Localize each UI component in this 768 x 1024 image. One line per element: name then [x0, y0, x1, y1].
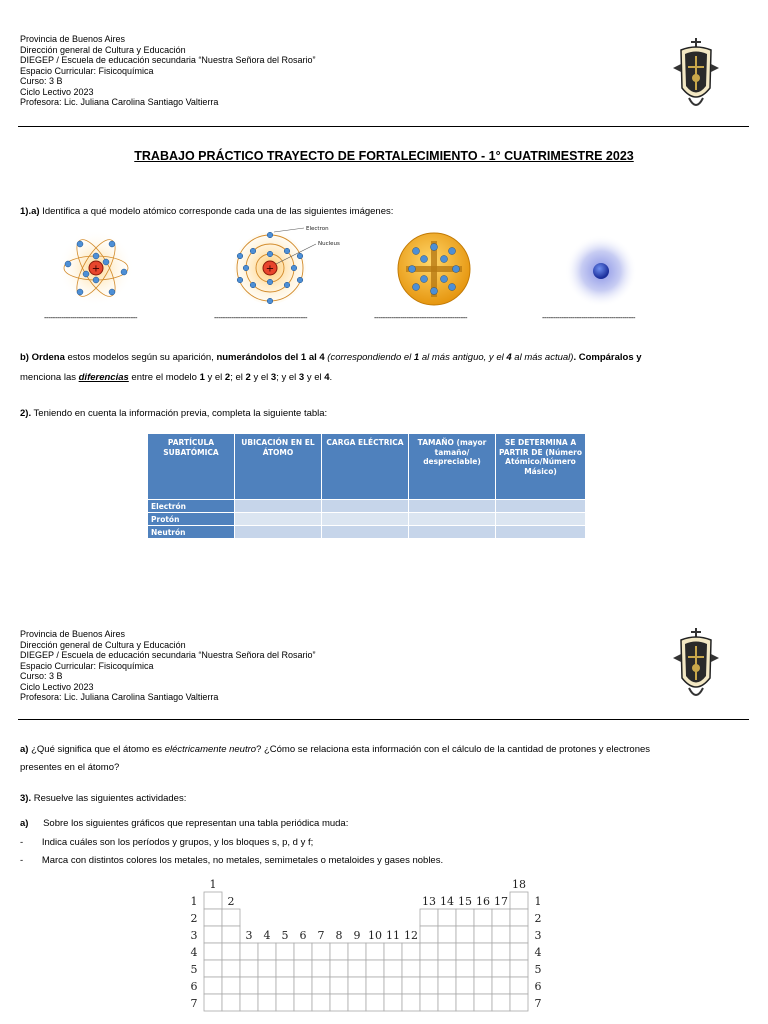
element-cell[interactable]: [438, 926, 456, 943]
group-label: 9: [353, 929, 361, 942]
bullet-text: Indica cuáles son los períodos y grupos, y los bloques s, p, d y f;: [41, 837, 314, 848]
table-cell[interactable]: [496, 526, 586, 539]
question-1b-line2: [20, 372, 332, 383]
question-2: [20, 408, 327, 419]
bullet-item: [20, 855, 443, 866]
question-2a-line1: [20, 744, 748, 755]
group-label: 1: [209, 878, 217, 891]
question-text: Teniendo en cuenta la información previa, completa la siguiente tabla:: [31, 408, 328, 419]
question-1a: [20, 206, 393, 217]
header-line: Profesora: Lic. Juliana Carolina Santiago Valtierra: [20, 97, 219, 107]
element-cell[interactable]: [384, 943, 402, 960]
q2a-part: ¿Qué significa que el átomo es: [31, 744, 165, 755]
blank-periodic-table: [180, 872, 540, 1012]
element-cell[interactable]: [276, 943, 294, 960]
element-cell[interactable]: [240, 960, 258, 977]
element-cell[interactable]: [294, 960, 312, 977]
q2a-part: a): [20, 744, 32, 755]
q1b-part: b) Ordena: [20, 352, 65, 363]
element-cell[interactable]: [492, 909, 510, 926]
group-label: 6: [299, 929, 307, 942]
element-cell[interactable]: [204, 994, 222, 1011]
period-label: 2: [534, 912, 542, 925]
element-cell[interactable]: [438, 960, 456, 977]
element-cell[interactable]: [456, 994, 474, 1011]
question-number: 1).: [20, 206, 32, 217]
table-cell[interactable]: [409, 500, 496, 513]
element-cell[interactable]: [510, 977, 528, 994]
element-cell[interactable]: [366, 960, 384, 977]
header-block: [20, 34, 316, 108]
q2a-part: ? ¿Cómo se relaciona esta información con el cálculo de la cantidad de protones y electrones: [256, 744, 651, 755]
bullet-item: [20, 837, 313, 848]
answer-blank-4[interactable]: -------------------------------------------: [542, 313, 636, 322]
q1b-part: estos modelos según su aparición,: [64, 352, 217, 363]
answer-blank-1[interactable]: -------------------------------------------: [44, 313, 138, 322]
q1b-part: al más antiguo, y el: [419, 352, 507, 363]
table-cell[interactable]: [235, 500, 322, 513]
group-label: 12: [404, 929, 418, 942]
element-cell[interactable]: [222, 909, 240, 926]
element-cell[interactable]: [276, 977, 294, 994]
element-cell[interactable]: [348, 977, 366, 994]
element-cell[interactable]: [312, 994, 330, 1011]
element-cell[interactable]: [510, 960, 528, 977]
row-label: Protón: [148, 513, 235, 526]
header-block-page-2: [20, 629, 316, 703]
table-cell[interactable]: [322, 513, 409, 526]
header-line: Dirección general de Cultura y Educación: [20, 639, 186, 650]
element-cell[interactable]: [492, 960, 510, 977]
element-cell[interactable]: [438, 977, 456, 994]
group-label: 11: [386, 929, 400, 942]
element-cell[interactable]: [222, 960, 240, 977]
element-cell[interactable]: [366, 943, 384, 960]
period-label: 3: [190, 929, 198, 942]
header-line: DIEGEP / Escuela de educación secundaria “Nuestra Señora del Rosario”: [20, 55, 316, 65]
group-label: 14: [440, 895, 454, 908]
q1b-part: 4: [324, 372, 330, 383]
element-cell[interactable]: [420, 977, 438, 994]
element-cell[interactable]: [474, 926, 492, 943]
element-cell[interactable]: [294, 943, 312, 960]
group-label: 18: [512, 878, 526, 891]
question-number: 2).: [20, 408, 32, 419]
table-cell[interactable]: [496, 500, 586, 513]
element-cell[interactable]: [420, 909, 438, 926]
element-cell[interactable]: [492, 926, 510, 943]
table-header: TAMAÑO (mayor tamaño/ despreciable): [409, 434, 496, 500]
group-label: 13: [422, 895, 436, 908]
element-cell[interactable]: [438, 909, 456, 926]
element-cell[interactable]: [222, 994, 240, 1011]
group-label: 15: [458, 895, 472, 908]
q1b-part: 4: [506, 352, 512, 363]
element-cell[interactable]: [402, 977, 420, 994]
svg-text:+: +: [265, 263, 275, 275]
question-text: Sobre los siguientes gráficos que representan una tabla periódica muda:: [43, 818, 349, 829]
element-cell[interactable]: [456, 960, 474, 977]
q1b-part: 3: [298, 372, 305, 383]
table-row: [148, 513, 586, 526]
bullet-mark: -: [20, 837, 24, 848]
period-label: 1: [190, 895, 198, 908]
element-cell[interactable]: [438, 994, 456, 1011]
element-cell[interactable]: [384, 960, 402, 977]
header-line: Espacio Curricular: Fisicoquímica: [20, 65, 154, 76]
element-cell[interactable]: [384, 977, 402, 994]
row-label: Electrón: [148, 500, 235, 513]
element-cell[interactable]: [276, 994, 294, 1011]
q1b-part: entre el modelo: [128, 372, 200, 383]
header-line: Provincia de Buenos Aires: [20, 629, 126, 639]
table-header-row: [148, 434, 586, 500]
element-cell[interactable]: [456, 926, 474, 943]
page-title: TRABAJO PRÁCTICO TRAYECTO DE FORTALECIMIENTO - 1° CUATRIMESTRE 2023: [134, 149, 634, 163]
table-cell[interactable]: [322, 526, 409, 539]
element-cell[interactable]: [366, 977, 384, 994]
period-label: 7: [190, 997, 198, 1010]
q1b-part: al más actual): [511, 352, 574, 363]
element-cell[interactable]: [474, 977, 492, 994]
table-cell[interactable]: [322, 500, 409, 513]
element-cell[interactable]: [402, 943, 420, 960]
element-cell[interactable]: [474, 960, 492, 977]
element-cell[interactable]: [510, 994, 528, 1011]
element-cell[interactable]: [222, 977, 240, 994]
element-cell[interactable]: [258, 977, 276, 994]
q1b-part: y el: [204, 372, 225, 383]
period-label: 4: [534, 946, 542, 959]
q1b-part: ; el: [230, 372, 246, 383]
element-cell[interactable]: [420, 960, 438, 977]
table-row: [148, 500, 586, 513]
header-line: Provincia de Buenos Aires: [20, 34, 126, 44]
element-cell[interactable]: [330, 994, 348, 1011]
period-label: 7: [534, 997, 542, 1010]
q2a-part: eléctricamente neutro: [164, 744, 257, 755]
bullet-text: Marca con distintos colores los metales, no metales, semimetales o metaloides y gases nobles.: [41, 855, 444, 866]
element-cell[interactable]: [204, 943, 222, 960]
question-letter: a): [20, 818, 29, 829]
element-cell[interactable]: [204, 926, 222, 943]
element-cell[interactable]: [420, 943, 438, 960]
header-rule: [18, 126, 749, 127]
element-cell[interactable]: [384, 994, 402, 1011]
group-label: 3: [245, 929, 253, 942]
element-cell[interactable]: [492, 977, 510, 994]
element-cell[interactable]: [276, 960, 294, 977]
q1b-part: 3: [270, 372, 277, 383]
header-line: Profesora: Lic. Juliana Carolina Santiago Valtierra: [20, 692, 219, 702]
header-line: Curso: 3 B: [20, 671, 63, 681]
header-line: Espacio Curricular: Fisicoquímica: [20, 660, 154, 671]
element-cell[interactable]: [456, 943, 474, 960]
question-3a: [20, 818, 348, 829]
subatomic-particle-table: [147, 433, 586, 539]
element-cell[interactable]: [402, 960, 420, 977]
element-cell[interactable]: [510, 943, 528, 960]
element-cell[interactable]: [204, 977, 222, 994]
element-cell[interactable]: [258, 960, 276, 977]
table-cell[interactable]: [409, 513, 496, 526]
table-header: CARGA ELÉCTRICA: [322, 434, 409, 500]
element-cell[interactable]: [240, 943, 258, 960]
table-header: SE DETERMINA A PARTIR DE (Número Atómico/Número Másico): [496, 434, 586, 500]
element-cell[interactable]: [240, 994, 258, 1011]
element-cell[interactable]: [348, 943, 366, 960]
question-letter: a): [31, 206, 40, 217]
element-cell[interactable]: [312, 977, 330, 994]
element-cell[interactable]: [510, 926, 528, 943]
atom-model-3-image: [396, 231, 472, 307]
period-label: 5: [534, 963, 542, 976]
q1b-part: y el: [304, 372, 325, 383]
q1b-part: 2: [224, 372, 231, 383]
element-cell[interactable]: [204, 909, 222, 926]
nucleus-label: Nucleus: [318, 241, 340, 247]
q1b-part: diferencias: [78, 372, 129, 383]
element-cell[interactable]: [456, 977, 474, 994]
header-line: Dirección general de Cultura y Educación: [20, 44, 186, 55]
period-label: 1: [534, 895, 542, 908]
element-cell[interactable]: [222, 943, 240, 960]
group-label: 10: [368, 929, 382, 942]
q1b-part: ; y el: [276, 372, 299, 383]
table-header: PARTÍCULA SUBATÓMICA: [148, 434, 235, 500]
table-cell[interactable]: [409, 526, 496, 539]
element-cell[interactable]: [510, 909, 528, 926]
period-label: 3: [534, 929, 542, 942]
q1b-part: numerándolos del 1 al 4: [216, 352, 325, 363]
school-crest-icon: [673, 36, 719, 112]
atom-model-1-image: [56, 228, 136, 308]
atom-model-2-image: [232, 224, 360, 308]
row-label: Neutrón: [148, 526, 235, 539]
period-label: 6: [534, 980, 542, 993]
question-3: [20, 793, 186, 804]
q1b-part: 1: [413, 352, 420, 363]
period-label: 5: [190, 963, 198, 976]
element-cell[interactable]: [222, 926, 240, 943]
element-cell[interactable]: [204, 960, 222, 977]
group-label: 17: [494, 895, 508, 908]
element-cell[interactable]: [510, 892, 528, 909]
element-cell[interactable]: [348, 994, 366, 1011]
question-1b-line1: [20, 352, 642, 363]
q1b-part: .: [329, 372, 333, 383]
svg-text:+: +: [91, 263, 101, 275]
table-cell[interactable]: [496, 513, 586, 526]
element-cell[interactable]: [420, 994, 438, 1011]
header-line: Curso: 3 B: [20, 76, 63, 86]
element-cell[interactable]: [312, 943, 330, 960]
group-label: 16: [476, 895, 490, 908]
header-line: Ciclo Lectivo 2023: [20, 681, 94, 692]
group-label: 2: [227, 895, 235, 908]
table-header: UBICACIÓN EN EL ÁTOMO: [235, 434, 322, 500]
element-cell[interactable]: [258, 994, 276, 1011]
element-cell[interactable]: [348, 960, 366, 977]
question-text: Resuelve las siguientes actividades:: [31, 793, 187, 804]
answer-blank-3[interactable]: -------------------------------------------: [374, 313, 468, 322]
element-cell[interactable]: [294, 994, 312, 1011]
period-label: 2: [190, 912, 198, 925]
element-cell[interactable]: [204, 892, 222, 909]
element-cell[interactable]: [474, 943, 492, 960]
q1b-part: 1: [199, 372, 205, 383]
element-cell[interactable]: [474, 909, 492, 926]
group-label: 4: [263, 929, 271, 942]
table-cell[interactable]: [235, 526, 322, 539]
header-line: DIEGEP / Escuela de educación secundaria “Nuestra Señora del Rosario”: [20, 650, 316, 660]
element-cell[interactable]: [474, 994, 492, 1011]
element-cell[interactable]: [330, 977, 348, 994]
question-2a-line2: presentes en el átomo?: [20, 762, 120, 773]
atom-model-4-image: [564, 234, 638, 308]
q1b-part: menciona las: [20, 372, 79, 383]
element-cell[interactable]: [330, 943, 348, 960]
q1b-part: y el: [250, 372, 271, 383]
element-cell[interactable]: [438, 943, 456, 960]
element-cell[interactable]: [366, 994, 384, 1011]
group-label: 7: [317, 929, 325, 942]
period-label: 4: [190, 946, 198, 959]
answer-blank-2[interactable]: -------------------------------------------: [214, 313, 308, 322]
element-cell[interactable]: [258, 943, 276, 960]
header-line: Ciclo Lectivo 2023: [20, 86, 94, 97]
element-cell[interactable]: [312, 960, 330, 977]
table-row: [148, 526, 586, 539]
element-cell[interactable]: [456, 909, 474, 926]
period-label: 6: [190, 980, 198, 993]
question-text: Identifica a qué modelo atómico corresponde cada una de las siguientes imágenes:: [39, 206, 394, 217]
table-cell[interactable]: [235, 513, 322, 526]
q1b-part: (correspondiendo el: [324, 352, 414, 363]
question-number: 3).: [20, 793, 32, 804]
element-cell[interactable]: [402, 994, 420, 1011]
q1b-part: 2: [245, 372, 251, 383]
group-label: 5: [281, 929, 289, 942]
element-cell[interactable]: [240, 977, 258, 994]
electron-label: Electron: [306, 226, 329, 232]
bullet-mark: -: [20, 855, 24, 866]
q1b-part: . Compáralos y: [573, 352, 642, 363]
school-crest-icon: [673, 626, 719, 702]
header-rule: [18, 719, 749, 720]
element-cell[interactable]: [330, 960, 348, 977]
element-cell[interactable]: [492, 994, 510, 1011]
periodic-grid: [204, 892, 528, 1011]
group-label: 8: [335, 929, 343, 942]
element-cell[interactable]: [492, 943, 510, 960]
element-cell[interactable]: [294, 977, 312, 994]
element-cell[interactable]: [420, 926, 438, 943]
